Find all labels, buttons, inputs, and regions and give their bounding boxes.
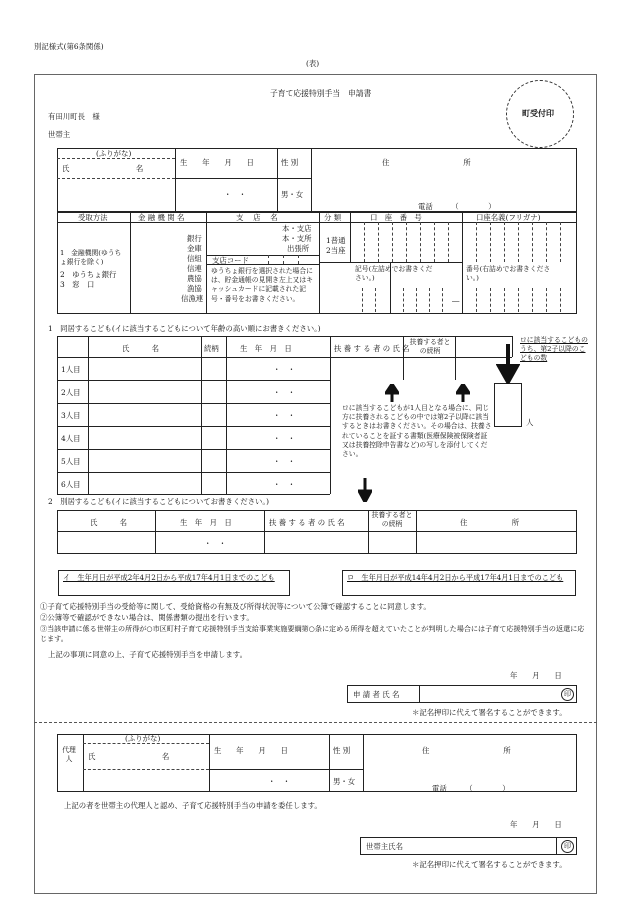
hh-address-label: 住 所 [382,158,471,167]
s2-col-supporter: 扶 養 す る 者 の 氏 名 [269,518,345,527]
s1-col-supporter: 扶 養 す る 者 の 氏 名 [334,344,410,353]
agent-sex-label: 性 別 [333,746,351,755]
inst-type-kinko[interactable]: 金庫 [187,244,202,253]
ro-count-header: ロに該当するこどものうち、第2子以降のこどもの数 [520,336,588,363]
hh-tel[interactable]: 電話 （ ） [418,202,496,211]
delegate-date[interactable]: 年 月 日 [510,820,562,829]
agent-birth-dots[interactable]: ・ ・ [268,777,291,786]
ro-count-unit: 人 [526,418,534,427]
separate-table [57,510,577,554]
s1-note: ロに該当するこどもが1人目となる場合に、同じ方に扶養されるこどもの中では第2子以降に該当するときはお書きください。その場合は、扶養されていることを証する書類(医療保険被保険者証又は扶養控除申告書など)の写しを添付してください。 [342,404,492,458]
s1-col-name: 氏 名 [122,344,159,353]
legend-i: イ 生年月日が平成2年4月2日から平成17年4月1日までのこども [58,570,290,596]
section2-title: 2 別居するこども(イに該当するこどもについてお書きください。) [48,497,269,506]
bank-option-3[interactable]: 3 窓 口 [60,280,95,289]
s1-col-birth: 生 年 月 日 [240,344,292,353]
agent-sex-value[interactable]: 男・女 [333,777,356,786]
bank-account-header: 口 座 番 号 [370,213,422,222]
hh-sex-label: 性 別 [281,158,299,167]
bank-table [57,212,577,314]
sign-note: ＊記名押印に代えて署名することができます。 [412,708,567,717]
agent-label: 代理人 [62,746,76,764]
s2-col-address: 住 所 [460,518,520,527]
bank-method-header: 受取方法 [78,213,108,222]
apply-text: 上記の事項に同意の上、子育て応援特別手当を申請します。 [48,650,247,659]
legend-ro: ロ 生年月日が平成14年4月2日から平成17年4月1日までのこども [342,570,576,596]
consent-3: ③当該申請に係る世帯主の所得が○市区町村子育て応援特別手当支給事業実施要綱第○条に定める所得を超えていたことが判明した場合には子育て応援特別手当の返還に応じます。 [40,624,585,643]
applicant-seal: 印 [561,688,574,701]
bank-option-1[interactable]: 1 金融機関(ゆうちょ銀行を除く) [60,249,122,267]
s1-row-5-birth[interactable]: ・ ・ [273,457,296,466]
consent-1: ①子育て応援特別手当の受給等に関して、受給資格の有無及び所得状況等について公簿で確認することに同意します。 [40,602,431,611]
inst-type-bank[interactable]: 銀行 [187,234,202,243]
arrow-up-icon [385,384,399,402]
inst-type-shinkumi[interactable]: 信組 [187,254,202,263]
hh-name-label: 氏 名 [62,164,144,173]
branch-type-shuchojo[interactable]: 出張所 [287,244,310,253]
applicant-label: 申 請 者 氏 名 [353,690,400,699]
householder-sign-label: 世帯主氏名 [366,842,403,851]
bank-type-header: 分 類 [324,213,342,222]
section1-title: 1 同居するこども(イに該当するこどもについて年齢の高い順にお書きください。) [48,324,321,333]
hh-birth-label: 生 年 月 日 [180,158,254,167]
hh-birth-dots[interactable]: ・ ・ [224,190,247,199]
branch-type-honshisho[interactable]: 本・支所 [282,234,312,243]
branch-code-label: 支店コード [212,256,249,265]
householder-seal: 印 [561,840,574,853]
s2-col-name: 氏 名 [90,518,127,527]
form-title: 子育て応援特別手当 申請書 [270,89,372,98]
reception-stamp-label: 町受付印 [522,108,554,118]
householder-label: 世帯主 [48,130,71,139]
s1-col-relation: 続柄 [204,344,219,353]
branch-type-honshiten[interactable]: 本・支店 [282,224,312,233]
ro-count-box[interactable] [494,383,522,427]
s1-row-6-birth[interactable]: ・ ・ [273,480,296,489]
inst-type-shinren[interactable]: 信連 [187,264,202,273]
inst-type-nokyo[interactable]: 農協 [187,274,202,283]
agent-name-label: 氏 名 [88,752,170,761]
addressee: 有田川町長 様 [48,112,100,121]
s2-row-birth[interactable]: ・ ・ [204,539,227,548]
hh-furigana-label: (ふりがな) [96,149,132,158]
arrow-down-icon [358,478,372,502]
inst-type-gyokyo[interactable]: 漁協 [187,284,202,293]
s2-col-birth: 生 年 月 日 [180,518,232,527]
s1-row-2: 2人目 [61,388,81,397]
s1-row-1: 1人目 [61,365,81,374]
side-label: (表) [306,59,320,68]
apply-date[interactable]: 年 月 日 [510,671,562,680]
arrow-down-icon [496,344,520,384]
s1-row-4: 4人目 [61,434,81,443]
kigo-label: 記号(左詰めでお書きください。) [355,265,433,283]
s2-col-supporter-relation: 扶養する者との続柄 [371,511,413,529]
s1-row-3-birth[interactable]: ・ ・ [273,411,296,420]
agent-furigana-label: (ふりがな) [125,734,161,743]
yucho-note: ゆうちょ銀行を選択された場合には、貯金通帳の見開き左上又はキャッシュカードに記載された記号・番号をお書きください。 [211,267,313,303]
bank-inst-header: 金 融 機 関 名 [138,213,185,222]
s1-col-supporter-relation: 扶養する者との続柄 [409,338,451,356]
bank-holder-header: 口座名義(フリガナ) [476,213,541,222]
agent-tel[interactable]: 電話 （ ） [432,784,510,793]
s1-row-6: 6人目 [61,480,81,489]
s1-row-2-birth[interactable]: ・ ・ [273,388,296,397]
arrow-up-icon [456,384,470,402]
inst-type-shingyoren[interactable]: 信漁連 [181,294,204,303]
s1-row-3: 3人目 [61,411,81,420]
kigo-dash: ― [452,296,460,305]
s1-row-4-birth[interactable]: ・ ・ [273,434,296,443]
consent-2: ②公簿等で確認ができない場合は、関係書類の提出を行います。 [40,613,254,622]
hh-sex-value[interactable]: 男・女 [281,190,304,199]
s1-row-5: 5人目 [61,457,81,466]
acct-type-futsu[interactable]: 1普通 [326,236,346,245]
form-number: 別記様式(第6条関係) [34,42,104,51]
bank-branch-header: 支 店 名 [236,213,278,222]
s1-row-1-birth[interactable]: ・ ・ [273,365,296,374]
bank-option-2[interactable]: 2 ゆうちょ銀行 [60,270,117,279]
agent-address-label: 住 所 [422,746,511,755]
acct-type-toza[interactable]: 2当座 [326,246,346,255]
bango-label: 番号(右詰めでお書きください。) [466,265,551,283]
delegate-text: 上記の者を世帯主の代理人と認め、子育て応援特別手当の申請を委任します。 [64,801,322,810]
sign-note-2: ＊記名押印に代えて署名することができます。 [412,860,567,869]
agent-birth-label: 生 年 月 日 [214,746,288,755]
